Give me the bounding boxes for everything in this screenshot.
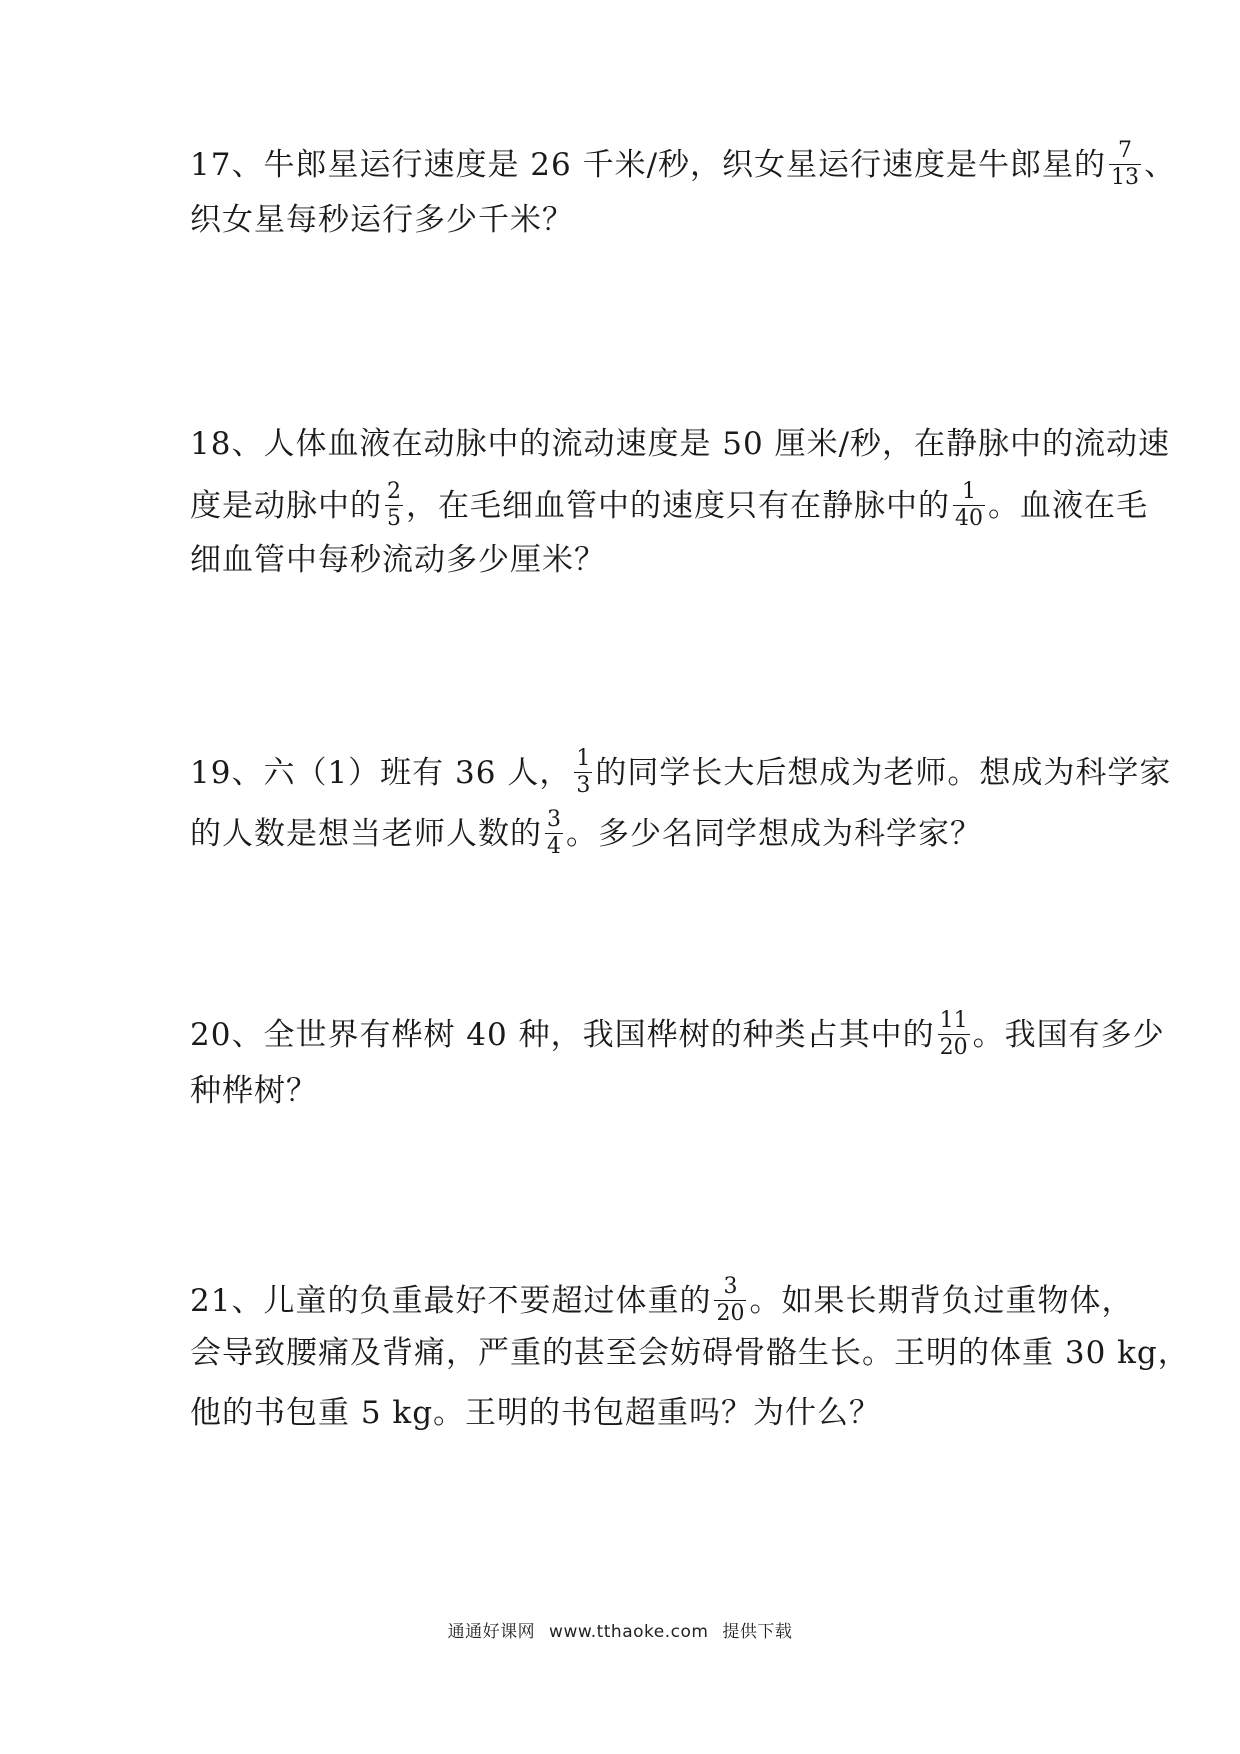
fraction-1-3: $\frac{1}{3}$ xyxy=(576,746,591,798)
problem-19-line-1: 19、六（1）班有 36 人， $\frac{1}{3}$ 的同学长大后想成为老师。想成为科学家 xyxy=(190,746,1172,798)
footer-url[interactable]: www.tthaoke.com xyxy=(549,1622,709,1642)
problem-20-line-1: 20、全世界有桦树 40 种，我国桦树的种类占其中的 $\frac{11}{20}$ 。我国有多少 xyxy=(190,1008,1165,1060)
page-footer xyxy=(0,1617,1240,1642)
problem-18-line-1: 18、人体血液在动脉中的流动速度是 50 厘米/秒，在静脉中的流动速 xyxy=(190,426,1171,462)
problem-18-line-2: 度是动脉中的 $\frac{2}{5}$ ，在毛细血管中的速度只有在静脉中的 $\frac{1}{40}$ 。血液在毛 xyxy=(190,479,1148,531)
fraction-1-40: $\frac{1}{40}$ xyxy=(955,479,983,531)
fraction-2-5: $\frac{2}{5}$ xyxy=(387,479,401,531)
problem-21-line-2: 会导致腰痛及背痛，严重的甚至会妨碍骨骼生长。王明的体重 30 kg， xyxy=(190,1335,1190,1371)
problem-21-line-3: 他的书包重 5 kg。王明的书包超重吗？为什么？ xyxy=(190,1395,882,1431)
problem-18-line-3: 细血管中每秒流动多少厘米？ xyxy=(190,542,606,578)
problem-20-line-2: 种桦树？ xyxy=(190,1073,318,1109)
footer-note: 提供下载 xyxy=(722,1622,793,1642)
problem-17-line-2: 织女星每秒运行多少千米？ xyxy=(190,202,574,238)
fraction-3-20: $\frac{3}{20}$ xyxy=(716,1274,745,1326)
problem-21-line-1: 21、儿童的负重最好不要超过体重的 $\frac{3}{20}$ 。如果长期背负过重物体， xyxy=(190,1274,1134,1326)
problem-19-line-2: 的人数是想当老师人数的 $\frac{3}{4}$ 。多少名同学想成为科学家？ xyxy=(190,807,982,859)
footer-site-name: 通通好课网 xyxy=(447,1622,536,1642)
problem-17-line-1: 17、牛郎星运行速度是 26 千米/秒，织女星运行速度是牛郎星的 $\frac{7}{13}$ 、 xyxy=(190,138,1177,190)
fraction-11-20: $\frac{11}{20}$ xyxy=(939,1008,968,1060)
fraction-7-13: $\frac{7}{13}$ xyxy=(1111,138,1140,190)
fraction-3-4: $\frac{3}{4}$ xyxy=(547,807,561,859)
